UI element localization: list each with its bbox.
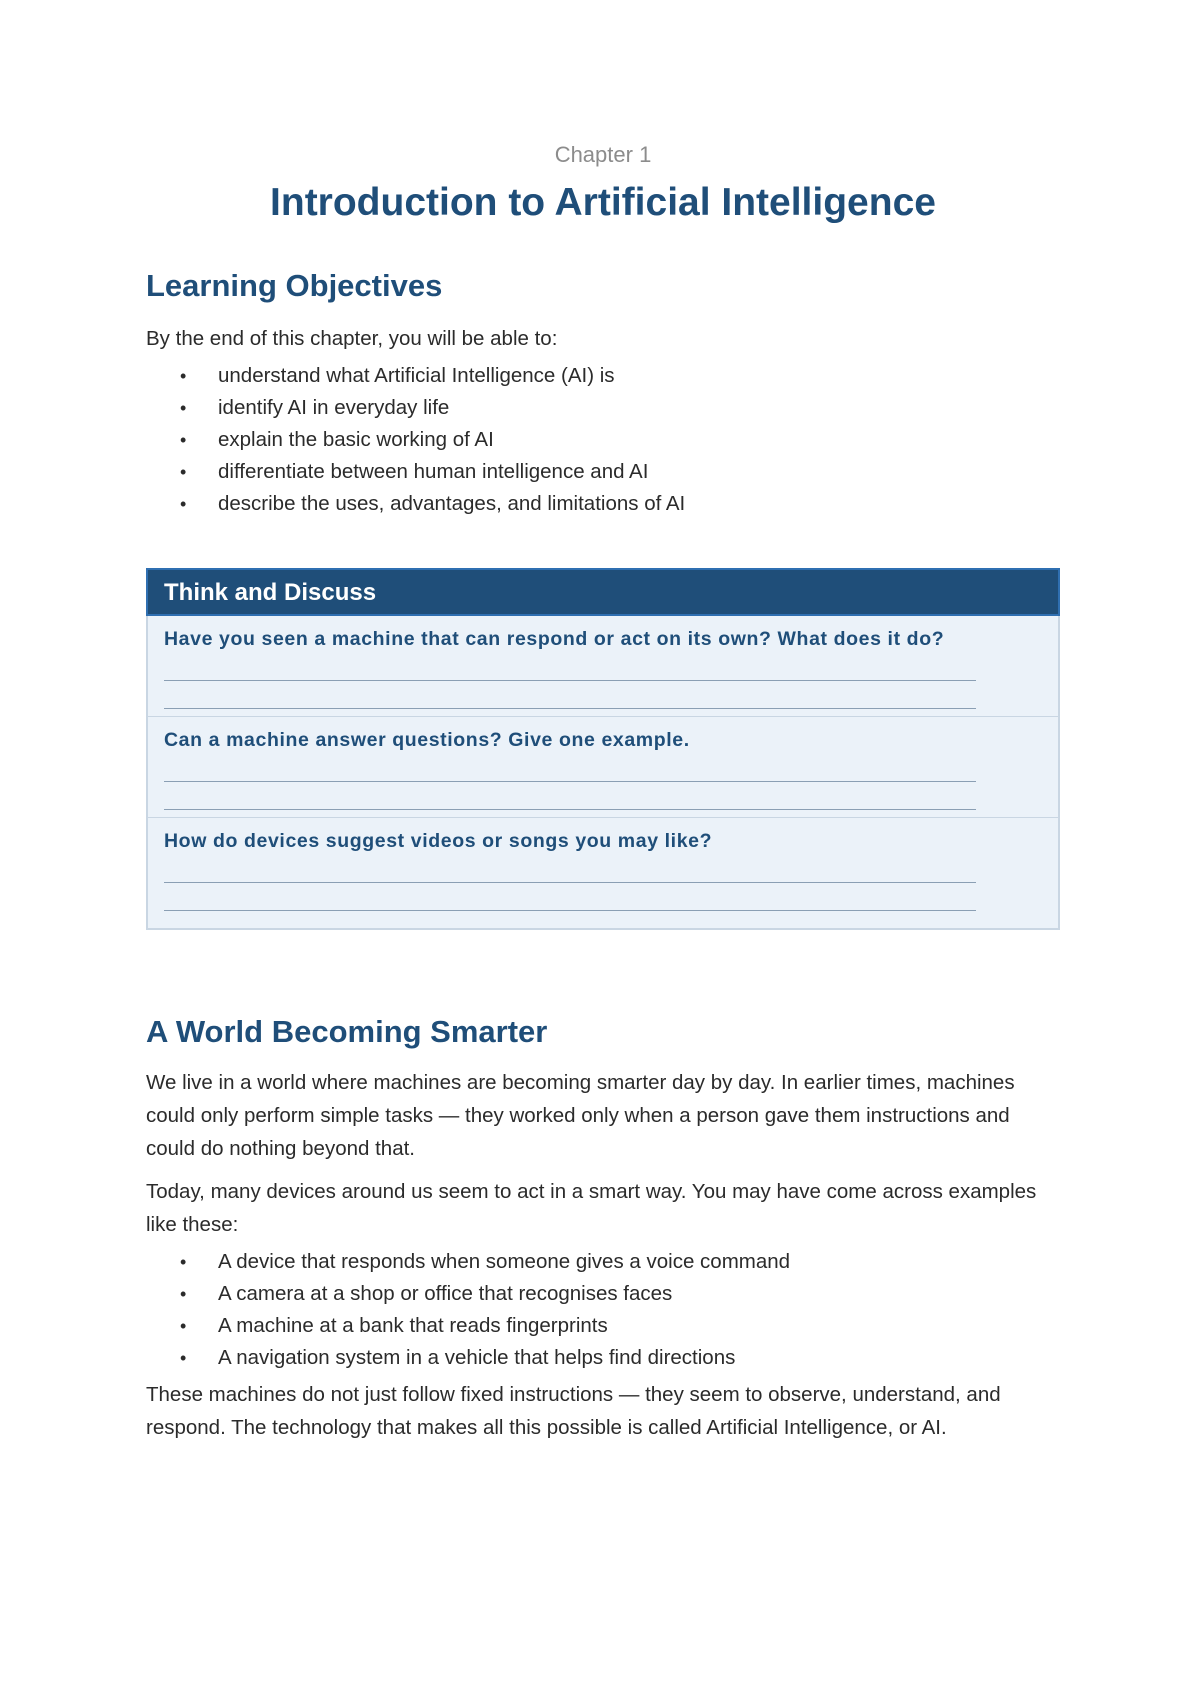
answer-line[interactable] <box>164 680 976 681</box>
bullet-icon: • <box>180 430 187 450</box>
list-item <box>146 360 1060 392</box>
bullet-icon: • <box>180 1316 187 1336</box>
bullet-icon: • <box>180 462 187 482</box>
objective-text: explain the basic working of AI <box>218 428 494 451</box>
answer-line[interactable] <box>164 910 976 911</box>
chapter-label: Chapter 1 <box>554 142 652 167</box>
example-text: A navigation system in a vehicle that helps find directions <box>218 1346 736 1369</box>
objectives-list <box>146 360 1060 520</box>
learning-objectives-heading: Learning Objectives <box>146 268 443 303</box>
paragraph: Today, many devices around us seem to act in a smart way. You may have come across examples like these: <box>146 1180 1037 1236</box>
discussion-question <box>148 717 1058 818</box>
chapter-title: Introduction to Artificial Intelligence <box>270 181 936 224</box>
list-item <box>146 1246 1060 1278</box>
think-and-discuss-box <box>146 568 1060 930</box>
paragraph: These machines do not just follow fixed instructions — they seem to observe, understand, and respond. The technology that makes all this possible is called Artificial Intelligence, or AI. <box>146 1383 1001 1439</box>
world-becoming-smarter-heading: A World Becoming Smarter <box>146 1014 548 1049</box>
list-item <box>146 488 1060 520</box>
bullet-icon: • <box>180 1252 187 1272</box>
objective-text: differentiate between human intelligence and AI <box>218 460 649 483</box>
answer-line[interactable] <box>164 882 976 883</box>
list-item <box>146 1278 1060 1310</box>
discussion-question <box>148 616 1058 717</box>
objective-text: understand what Artificial Intelligence (AI) is <box>218 364 615 387</box>
example-text: A device that responds when someone gives a voice command <box>218 1250 791 1273</box>
paragraph: We live in a world where machines are becoming smarter day by day. In earlier times, machines could only perform simple tasks — they worked only when a person gave them instructions and could do nothing beyond that. <box>146 1071 1015 1160</box>
list-item <box>146 456 1060 488</box>
answer-line[interactable] <box>164 781 976 782</box>
think-and-discuss-header: Think and Discuss <box>146 568 1060 616</box>
question-text: Can a machine answer questions? Give one example. <box>164 729 690 751</box>
objectives-intro: By the end of this chapter, you will be able to: <box>146 327 558 350</box>
bullet-icon: • <box>180 1284 187 1304</box>
objective-text: identify AI in everyday life <box>218 396 450 419</box>
question-text: How do devices suggest videos or songs you may like? <box>164 830 713 852</box>
bullet-icon: • <box>180 494 187 514</box>
objective-text: describe the uses, advantages, and limitations of AI <box>218 492 686 515</box>
examples-list <box>146 1246 1060 1374</box>
list-item <box>146 392 1060 424</box>
example-text: A camera at a shop or office that recognises faces <box>218 1282 673 1305</box>
bullet-icon: • <box>180 366 187 386</box>
bullet-icon: • <box>180 398 187 418</box>
answer-line[interactable] <box>164 809 976 810</box>
list-item <box>146 424 1060 456</box>
example-text: A machine at a bank that reads fingerprints <box>218 1314 608 1337</box>
bullet-icon: • <box>180 1348 187 1368</box>
list-item <box>146 1342 1060 1374</box>
answer-line[interactable] <box>164 708 976 709</box>
question-text: Have you seen a machine that can respond or act on its own? What does it do? <box>164 628 945 650</box>
list-item <box>146 1310 1060 1342</box>
document-page <box>146 140 1060 1444</box>
discussion-question <box>148 818 1058 928</box>
